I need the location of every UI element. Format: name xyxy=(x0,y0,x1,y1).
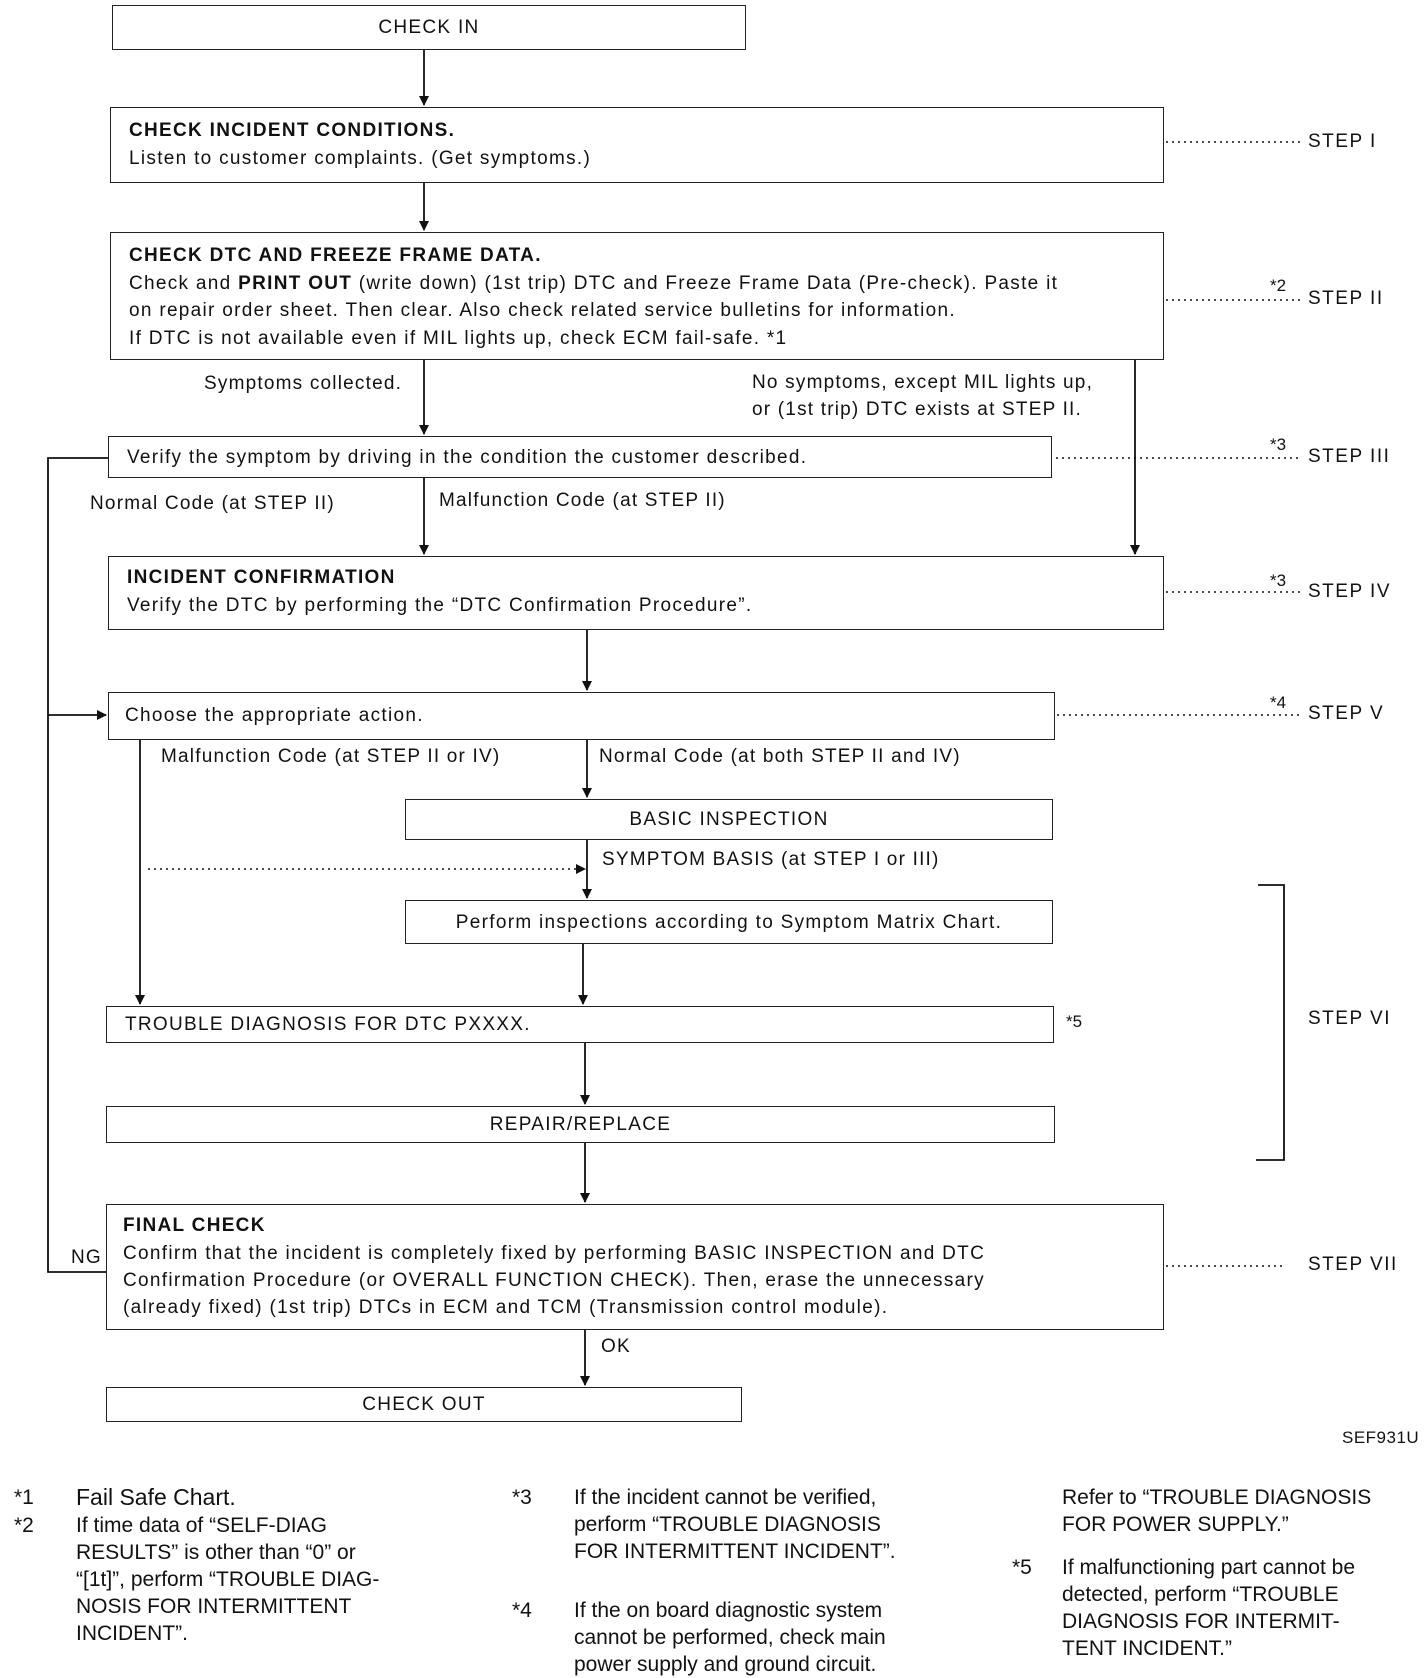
figure-id: SEF931U xyxy=(1342,1428,1420,1447)
footnote-2-line2: RESULTS” is other than “0” or xyxy=(76,1541,356,1564)
footnote-3-line2: perform “TROUBLE DIAGNOSIS xyxy=(574,1513,881,1536)
print-out-emphasis: PRINT OUT xyxy=(238,273,353,294)
footnote-4-body xyxy=(574,1597,886,1678)
footnote-5-key: *5 xyxy=(1012,1556,1032,1579)
final-check-line1: Confirm that the incident is completely fixed by performing BASIC INSPECTION and DTC xyxy=(123,1243,986,1264)
footnote-1-text: Fail Safe Chart. xyxy=(76,1484,236,1510)
step-label-4: STEP IV xyxy=(1308,581,1392,602)
footnote-4-continued xyxy=(1062,1484,1424,1544)
label-ok: OK xyxy=(601,1336,631,1357)
step2-line1 xyxy=(129,273,1058,295)
step2-line1-c: (write down) (1st trip) DTC and Freeze Frame Data (Pre-check). Paste it xyxy=(352,273,1059,294)
label-ng: NG xyxy=(71,1247,102,1268)
footnote-3-line3: FOR INTERMITTENT INCIDENT”. xyxy=(574,1540,896,1563)
trouble-diagnosis-box xyxy=(106,1006,1054,1043)
ref-star-4: *4 xyxy=(1270,693,1287,712)
step6-bracket xyxy=(1256,885,1284,1160)
footnote-2-line3: “[1t]”, perform “TROUBLE DIAG- xyxy=(76,1568,380,1591)
repair-replace-box xyxy=(106,1106,1055,1143)
step4-box xyxy=(108,556,1164,630)
step1-text: Listen to customer complaints. (Get symptoms.) xyxy=(129,148,592,169)
footnote-2-line1: If time data of “SELF-DIAG xyxy=(76,1514,327,1537)
ref-star-5: *5 xyxy=(1066,1012,1083,1031)
step3-text: Verify the symptom by driving in the condition the customer described. xyxy=(127,447,808,468)
final-check-line2: Confirmation Procedure (or OVERALL FUNCTION CHECK). Then, erase the unnecessary xyxy=(123,1270,985,1291)
label-normal-code-both: Normal Code (at both STEP II and IV) xyxy=(599,746,961,767)
footnote-2-line5: INCIDENT”. xyxy=(76,1622,188,1645)
step1-box xyxy=(110,107,1164,183)
step5-text: Choose the appropriate action. xyxy=(125,705,424,726)
footnote-5-line3: DIAGNOSIS FOR INTERMIT- xyxy=(1062,1610,1340,1633)
label-malfunction-code-step2-4: Malfunction Code (at STEP II or IV) xyxy=(161,746,501,767)
step2-box xyxy=(110,232,1164,360)
footnote-2-line4: NOSIS FOR INTERMITTENT xyxy=(76,1595,352,1618)
footnote-2-body xyxy=(76,1512,379,1647)
trouble-diagnosis-text: TROUBLE DIAGNOSIS FOR DTC PXXXX. xyxy=(125,1014,531,1035)
footnote-5 xyxy=(1012,1554,1424,1669)
footnote-2-key: *2 xyxy=(14,1514,34,1537)
label-malfunction-code-step2: Malfunction Code (at STEP II) xyxy=(439,490,726,511)
footnote-1-key: *1 xyxy=(14,1486,34,1509)
label-symptom-basis: SYMPTOM BASIS (at STEP I or III) xyxy=(602,849,940,870)
footnote-5-line1: If malfunctioning part cannot be xyxy=(1062,1556,1356,1579)
step2-line3: If DTC is not available even if MIL lights up, check ECM fail-safe. *1 xyxy=(129,328,788,349)
ref-star-3b: *3 xyxy=(1270,571,1287,590)
check-in-box xyxy=(112,5,746,50)
basic-inspection-box xyxy=(405,799,1053,840)
step-label-2: STEP II xyxy=(1308,288,1384,309)
ref-star-3a: *3 xyxy=(1270,435,1287,454)
footnote-5-body xyxy=(1062,1554,1355,1662)
footnote-5-line4: TENT INCIDENT.” xyxy=(1062,1637,1232,1660)
footnote-4-line2: cannot be performed, check main xyxy=(574,1626,886,1649)
repair-replace-text: REPAIR/REPLACE xyxy=(489,1114,672,1135)
basic-inspection-text: BASIC INSPECTION xyxy=(629,809,829,830)
step-label-6: STEP VI xyxy=(1308,1008,1392,1029)
step5-box xyxy=(108,692,1055,740)
footnote-4-line1: If the on board diagnostic system xyxy=(574,1599,883,1622)
footnote-3-key: *3 xyxy=(512,1486,532,1509)
check-out-box xyxy=(106,1387,742,1422)
ref-star-2: *2 xyxy=(1270,276,1287,295)
label-normal-code-step2: Normal Code (at STEP II) xyxy=(90,493,335,514)
final-check-line3: (already fixed) (1st trip) DTCs in ECM and TCM (Transmission control module). xyxy=(123,1297,889,1318)
step-label-1: STEP I xyxy=(1308,131,1377,152)
check-out-text: CHECK OUT xyxy=(362,1394,486,1415)
label-no-symptoms-1: No symptoms, except MIL lights up, xyxy=(752,372,1094,393)
step2-line1-a: Check and xyxy=(129,273,239,294)
step2-title: CHECK DTC AND FREEZE FRAME DATA. xyxy=(129,245,542,266)
footnote-5-line2: detected, perform “TROUBLE xyxy=(1062,1583,1339,1606)
footnote-4-key: *4 xyxy=(512,1599,532,1622)
step-label-7: STEP VII xyxy=(1308,1254,1398,1275)
footnote-4 xyxy=(512,1597,972,1677)
footnote-3 xyxy=(512,1484,972,1574)
footnote-3-body xyxy=(574,1484,896,1565)
final-check-box xyxy=(106,1204,1164,1330)
step3-box xyxy=(108,436,1052,478)
step2-line2: on repair order sheet. Then clear. Also check related service bulletins for information. xyxy=(129,300,956,321)
final-check-title: FINAL CHECK xyxy=(123,1215,266,1236)
footnote-4-cont-line1: Refer to “TROUBLE DIAGNOSIS xyxy=(1062,1486,1372,1509)
footnote-4-cont-line2: FOR POWER SUPPLY.” xyxy=(1062,1513,1289,1536)
footnote-2 xyxy=(14,1512,434,1652)
step4-title: INCIDENT CONFIRMATION xyxy=(127,567,396,588)
step1-title: CHECK INCIDENT CONDITIONS. xyxy=(129,120,456,141)
check-in-text: CHECK IN xyxy=(378,17,480,38)
footnote-4-line3: power supply and ground circuit. xyxy=(574,1653,877,1676)
footnote-3-line1: If the incident cannot be verified, xyxy=(574,1486,877,1509)
symptom-matrix-text: Perform inspections according to Symptom Matrix Chart. xyxy=(455,912,1003,933)
step4-text: Verify the DTC by performing the “DTC Confirmation Procedure”. xyxy=(127,595,753,616)
label-symptoms-collected: Symptoms collected. xyxy=(204,373,403,394)
symptom-matrix-box xyxy=(405,900,1053,944)
step-label-5: STEP V xyxy=(1308,703,1385,724)
label-no-symptoms-2: or (1st trip) DTC exists at STEP II. xyxy=(752,399,1083,420)
step-label-3: STEP III xyxy=(1308,446,1391,467)
ng-loop-line xyxy=(48,458,108,1272)
